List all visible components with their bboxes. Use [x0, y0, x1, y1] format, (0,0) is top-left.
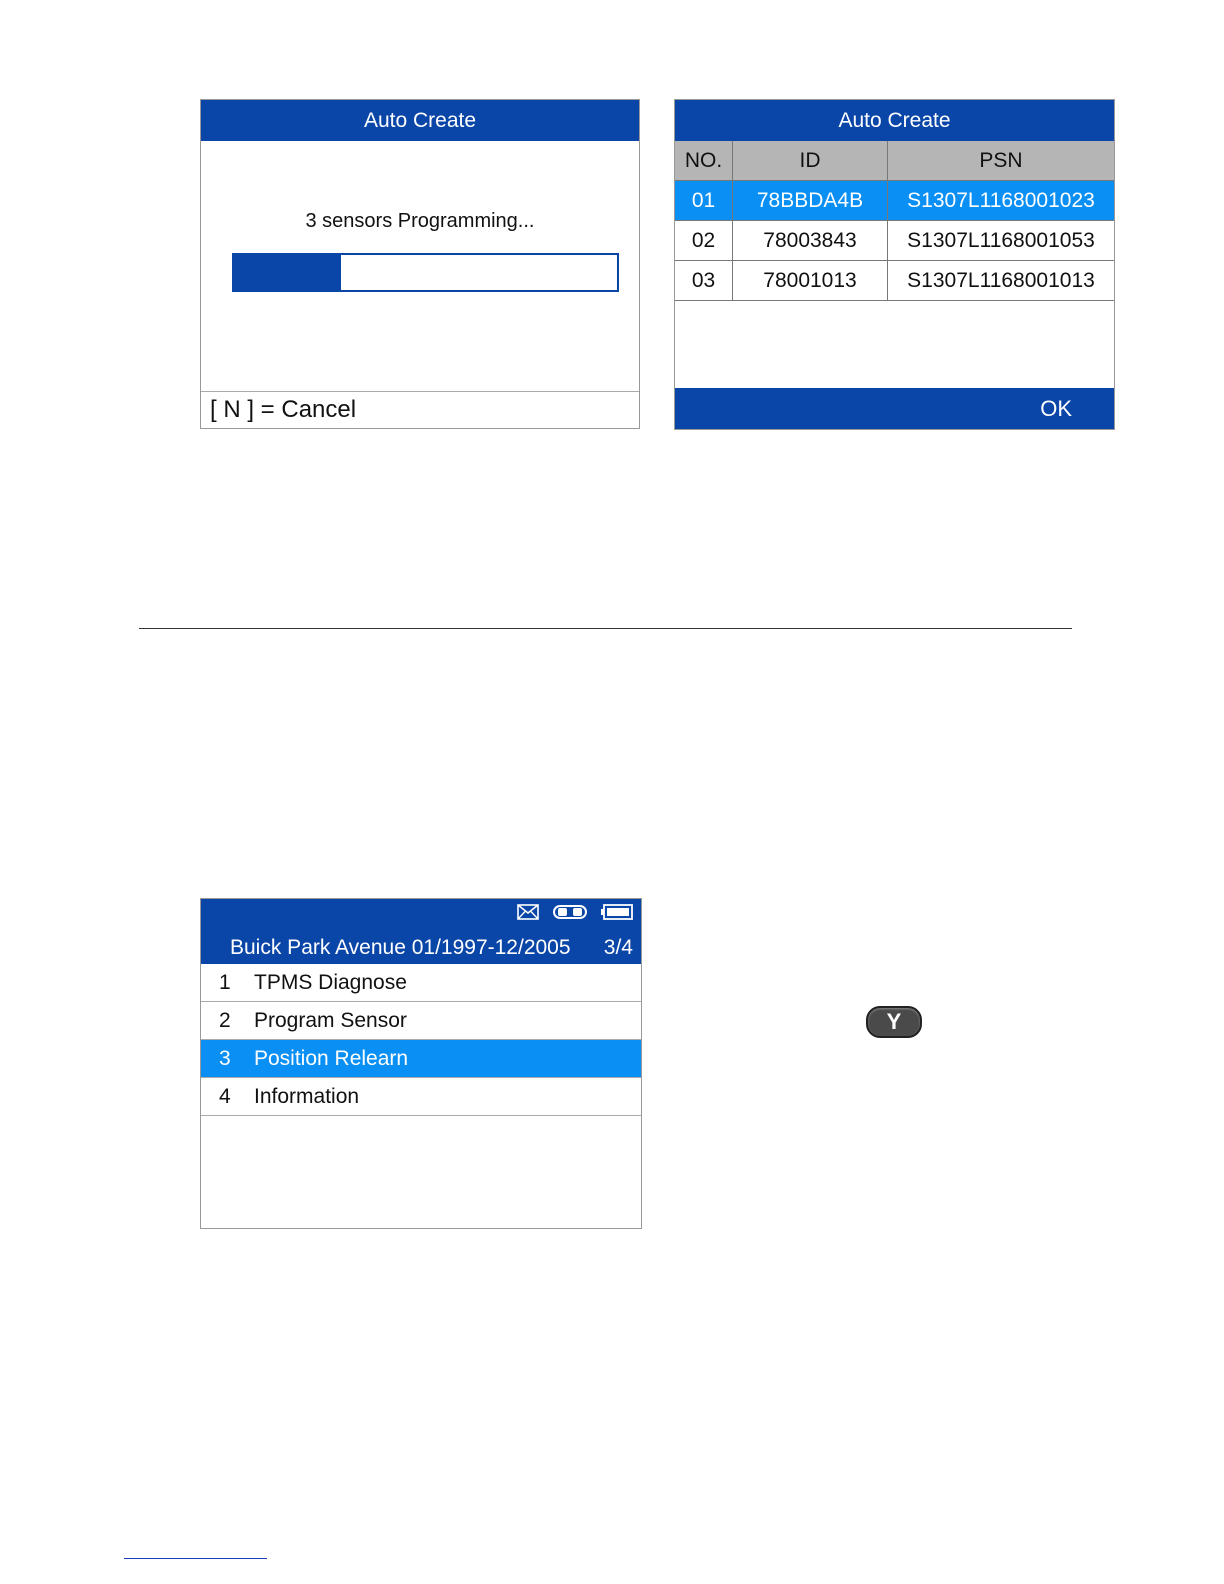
menu-item-number: 1 [219, 970, 231, 994]
menu-item-program-sensor[interactable] [201, 1002, 641, 1040]
vehicle-title: Buick Park Avenue 01/1997-12/2005 [230, 936, 571, 959]
vehicle-connection-icon [553, 904, 587, 925]
y-key-button[interactable]: Y [866, 1006, 922, 1038]
menu-item-label: Information [254, 1084, 360, 1108]
table-row[interactable] [675, 261, 1114, 301]
menu-item-position-relearn[interactable] [201, 1040, 641, 1078]
row-id: 78003843 [733, 221, 888, 261]
progress-bar [232, 253, 619, 292]
table-row[interactable] [675, 221, 1114, 261]
ok-button[interactable]: OK [675, 388, 1114, 429]
auto-create-result-screen [674, 99, 1115, 430]
menu-item-tpms-diagnose[interactable] [201, 964, 641, 1002]
cancel-hint[interactable]: [ N ] = Cancel [201, 391, 639, 428]
programming-status-text: 3 sensors Programming... [305, 210, 535, 232]
menu-item-label: Program Sensor [254, 1008, 407, 1032]
menu-item-information[interactable] [201, 1078, 641, 1116]
menu-item-label: Position Relearn [254, 1046, 409, 1070]
row-no: 02 [675, 221, 733, 261]
row-psn: S1307L1168001023 [888, 181, 1115, 221]
page-indicator: 3/4 [603, 936, 633, 959]
table-row[interactable] [675, 181, 1114, 221]
progress-bar-fill [234, 255, 341, 290]
row-psn: S1307L1168001053 [888, 221, 1115, 261]
auto-create-progress-screen [200, 99, 640, 429]
progress-screen-title: Auto Create [201, 100, 639, 141]
row-id: 78BBDA4B [733, 181, 888, 221]
mail-icon [517, 904, 539, 925]
menu-header [201, 899, 641, 964]
footer-link-underline [124, 1558, 267, 1559]
column-header-psn: PSN [888, 141, 1115, 181]
vehicle-menu-screen [200, 898, 642, 1229]
menu-item-number: 2 [219, 1008, 231, 1032]
battery-icon [601, 904, 633, 925]
table-screen-title: Auto Create [675, 100, 1114, 141]
status-icons [517, 905, 633, 923]
column-header-id: ID [733, 141, 888, 181]
menu-item-label: TPMS Diagnose [254, 970, 407, 994]
row-id: 78001013 [733, 261, 888, 301]
menu-item-number: 3 [219, 1046, 231, 1070]
row-psn: S1307L1168001013 [888, 261, 1115, 301]
sensor-table [675, 141, 1114, 301]
column-header-no: NO. [675, 141, 733, 181]
section-divider [139, 628, 1072, 629]
row-no: 03 [675, 261, 733, 301]
row-no: 01 [675, 181, 733, 221]
menu-item-number: 4 [219, 1084, 231, 1108]
